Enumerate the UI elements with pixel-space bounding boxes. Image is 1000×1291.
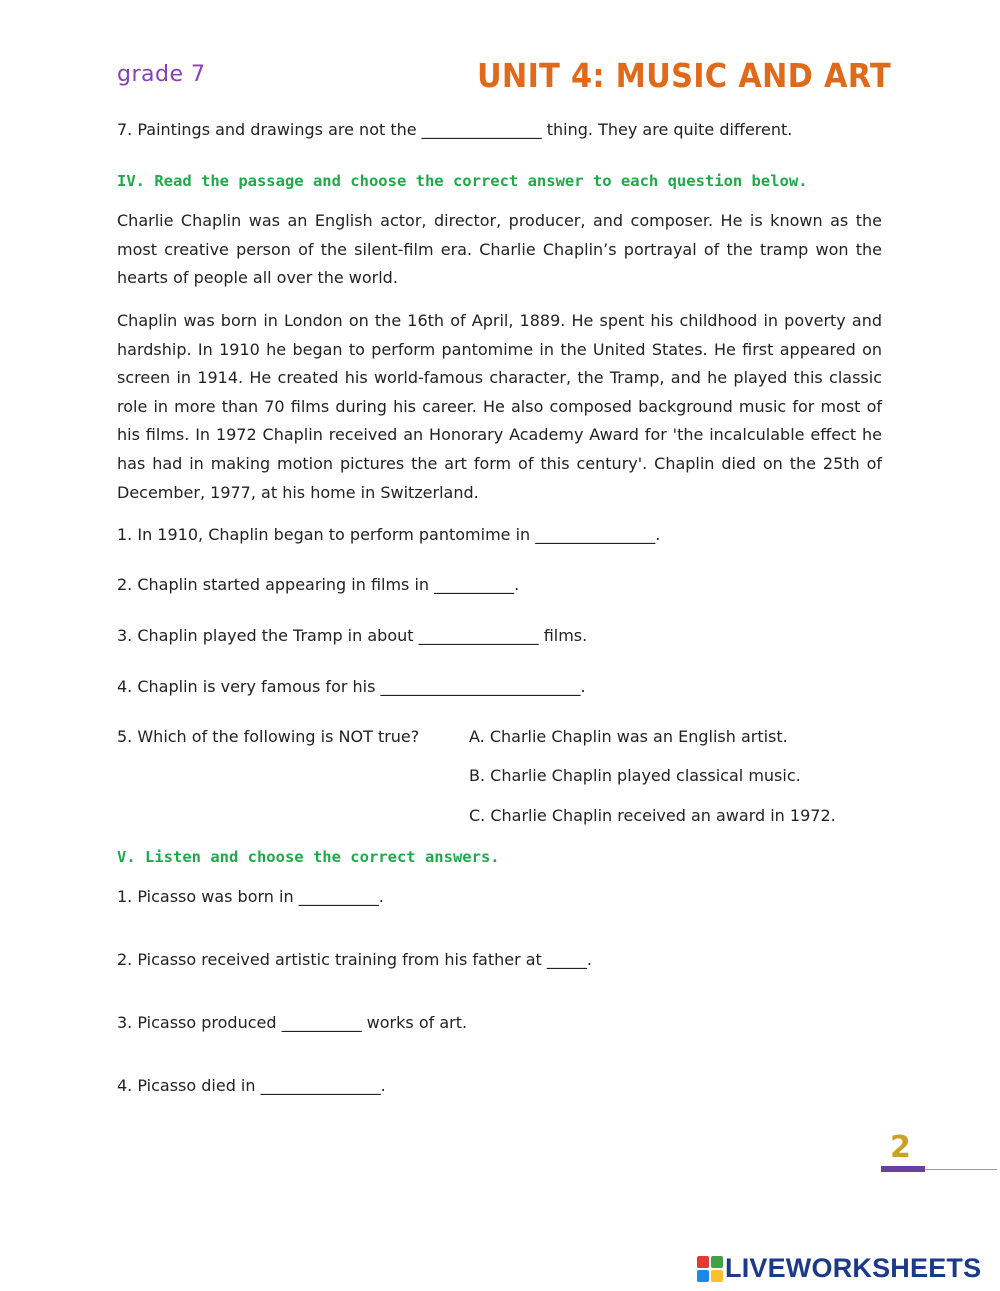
section-4-question-2: 2. Chaplin started appearing in films in __________. — [117, 575, 520, 594]
logo-square-red — [697, 1256, 709, 1268]
section-4-question-4: 4. Chaplin is very famous for his _________________________. — [117, 677, 586, 696]
section-5-question-2: 2. Picasso received artistic training from his father at _____. — [117, 950, 592, 969]
section-5-question-1: 1. Picasso was born in __________. — [117, 887, 384, 906]
question-7: 7. Paintings and drawings are not the _______________ thing. They are quite different. — [117, 120, 793, 139]
section-5-question-4: 4. Picasso died in _______________. — [117, 1076, 386, 1095]
logo-square-yellow — [711, 1270, 723, 1282]
page-number-rule — [925, 1169, 997, 1170]
section-5-question-3: 3. Picasso produced __________ works of art. — [117, 1013, 468, 1032]
section-4-question-1: 1. In 1910, Chaplin began to perform pantomime in _______________. — [117, 525, 661, 544]
passage-paragraph-2: Chaplin was born in London on the 16th of April, 1889. He spent his childhood in poverty and hardship. In 1910 he began to perform pantomime in the United States. He first appeared on screen in 1914. He created his world-famous character, the Tramp, and he played this classic role in more than 70 films during his career. He also composed background music for most of his films. In 1972 Chaplin received an Honorary Academy Award for 'the incalculable effect he has had in making motion pictures the art form of this century'. Chaplin died on the 25th of December, 1977, at his home in Switzerland. — [117, 311, 882, 502]
section-5-heading: V. Listen and choose the correct answers. — [117, 848, 500, 866]
section-4-question-5: 5. Which of the following is NOT true? — [117, 727, 420, 746]
section-4-question-3: 3. Chaplin played the Tramp in about _______________ films. — [117, 626, 588, 645]
option-a: A. Charlie Chaplin was an English artist. — [469, 727, 788, 746]
section-4-heading: IV. Read the passage and choose the correct answer to each question below. — [117, 172, 808, 190]
liveworksheets-logo-text: LIVEWORKSHEETS — [725, 1253, 982, 1283]
logo-square-blue — [697, 1270, 709, 1282]
passage-paragraph-1: Charlie Chaplin was an English actor, director, producer, and composer. He is known as the most creative person of the silent-film era. Charlie Chaplin’s portrayal of the tramp won the hearts of people all over the world. — [117, 211, 882, 288]
liveworksheets-logo-icon — [697, 1256, 723, 1282]
logo-square-green — [711, 1256, 723, 1268]
page-number: 2 — [890, 1130, 911, 1165]
option-c: C. Charlie Chaplin received an award in 1972. — [469, 806, 836, 825]
unit-title: UNIT 4: MUSIC AND ART — [477, 56, 892, 95]
option-b: B. Charlie Chaplin played classical music. — [469, 766, 801, 785]
page-number-underline — [881, 1166, 925, 1172]
grade-label: grade 7 — [117, 62, 206, 87]
